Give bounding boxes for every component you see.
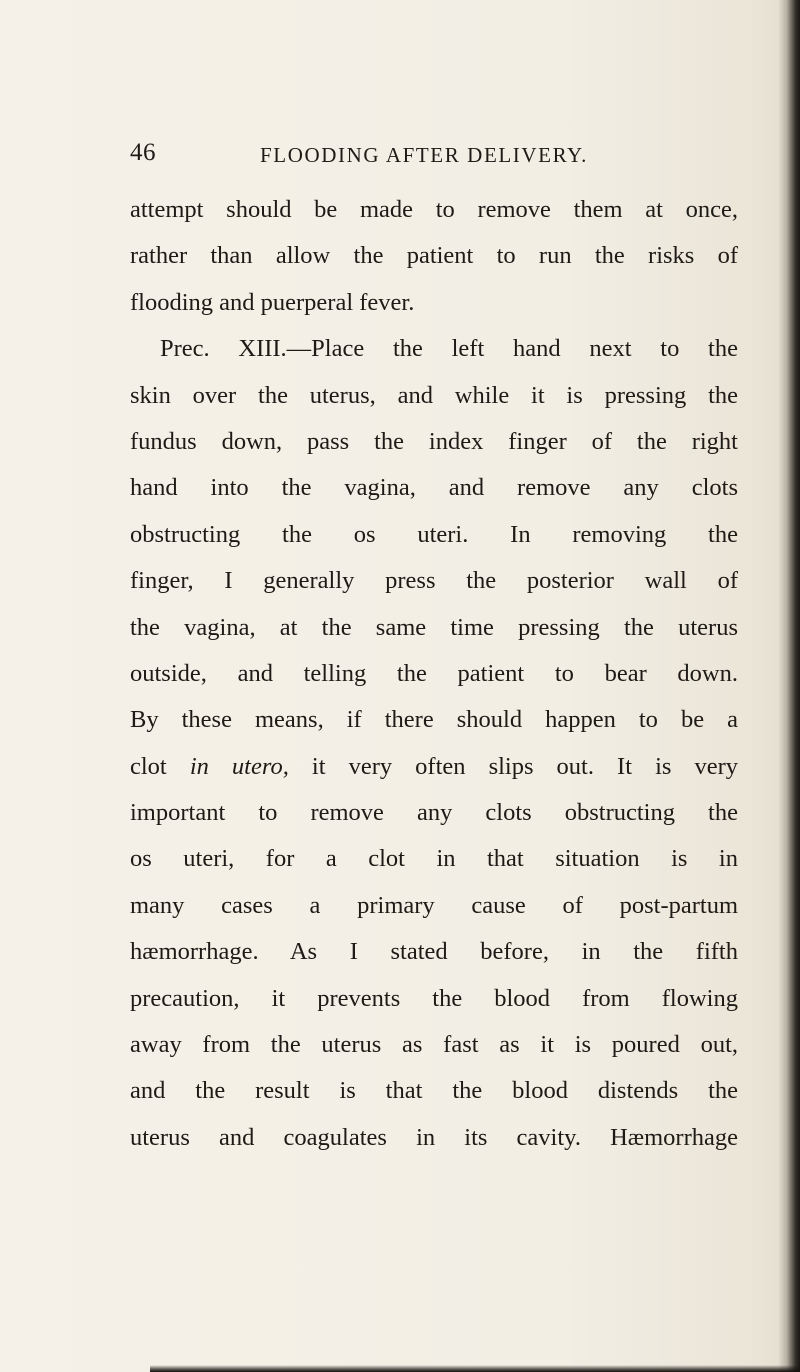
text-line: obstructing the os uteri. In removing the (130, 520, 738, 548)
page-body (130, 187, 738, 1161)
text-line: By these means, if there should happen to be a (130, 706, 738, 734)
text-line: important to remove any clots obstructing the (130, 799, 738, 827)
text-line: many cases a primary cause of post-partum (130, 891, 738, 919)
page-number: 46 (130, 139, 156, 166)
text-line: os uteri, for a clot in that situation is in (130, 845, 738, 873)
page-header (130, 138, 750, 178)
text-line: hæmorrhage. As I stated before, in the fifth (130, 938, 738, 966)
text-segment: it very often slips out. It is very (311, 752, 738, 780)
text-line: hand into the vagina, and remove any clots (130, 474, 738, 502)
text-line: uterus and coagulates in its cavity. Hæmorrhage (130, 1123, 738, 1151)
italic-phrase: in utero, (189, 752, 289, 780)
text-line: the vagina, at the same time pressing the uterus (130, 613, 738, 641)
text-line: rather than allow the patient to run the risks of (130, 242, 738, 270)
page-binding-shadow (778, 0, 800, 1372)
text-line: flooding and puerperal fever. (130, 288, 415, 316)
running-title: FLOODING AFTER DELIVERY. (260, 143, 588, 167)
page-bottom-shadow (150, 1365, 800, 1372)
text-line: Prec. XIII.—Place the left hand next to the (160, 335, 738, 363)
text-line: attempt should be made to remove them at once, (130, 196, 738, 223)
text-line-with-italic (130, 744, 738, 790)
text-line: outside, and telling the patient to bear down. (130, 659, 738, 687)
text-line: fundus down, pass the index finger of the right (130, 427, 738, 455)
text-line: finger, I generally press the posterior wall of (130, 567, 738, 595)
text-line: and the result is that the blood distends the (130, 1077, 738, 1105)
text-segment: clot (130, 752, 167, 780)
text-line: away from the uterus as fast as it is poured out, (130, 1031, 738, 1059)
text-line: precaution, it prevents the blood from flowing (130, 984, 738, 1012)
text-line: skin over the uterus, and while it is pressing the (130, 381, 738, 409)
